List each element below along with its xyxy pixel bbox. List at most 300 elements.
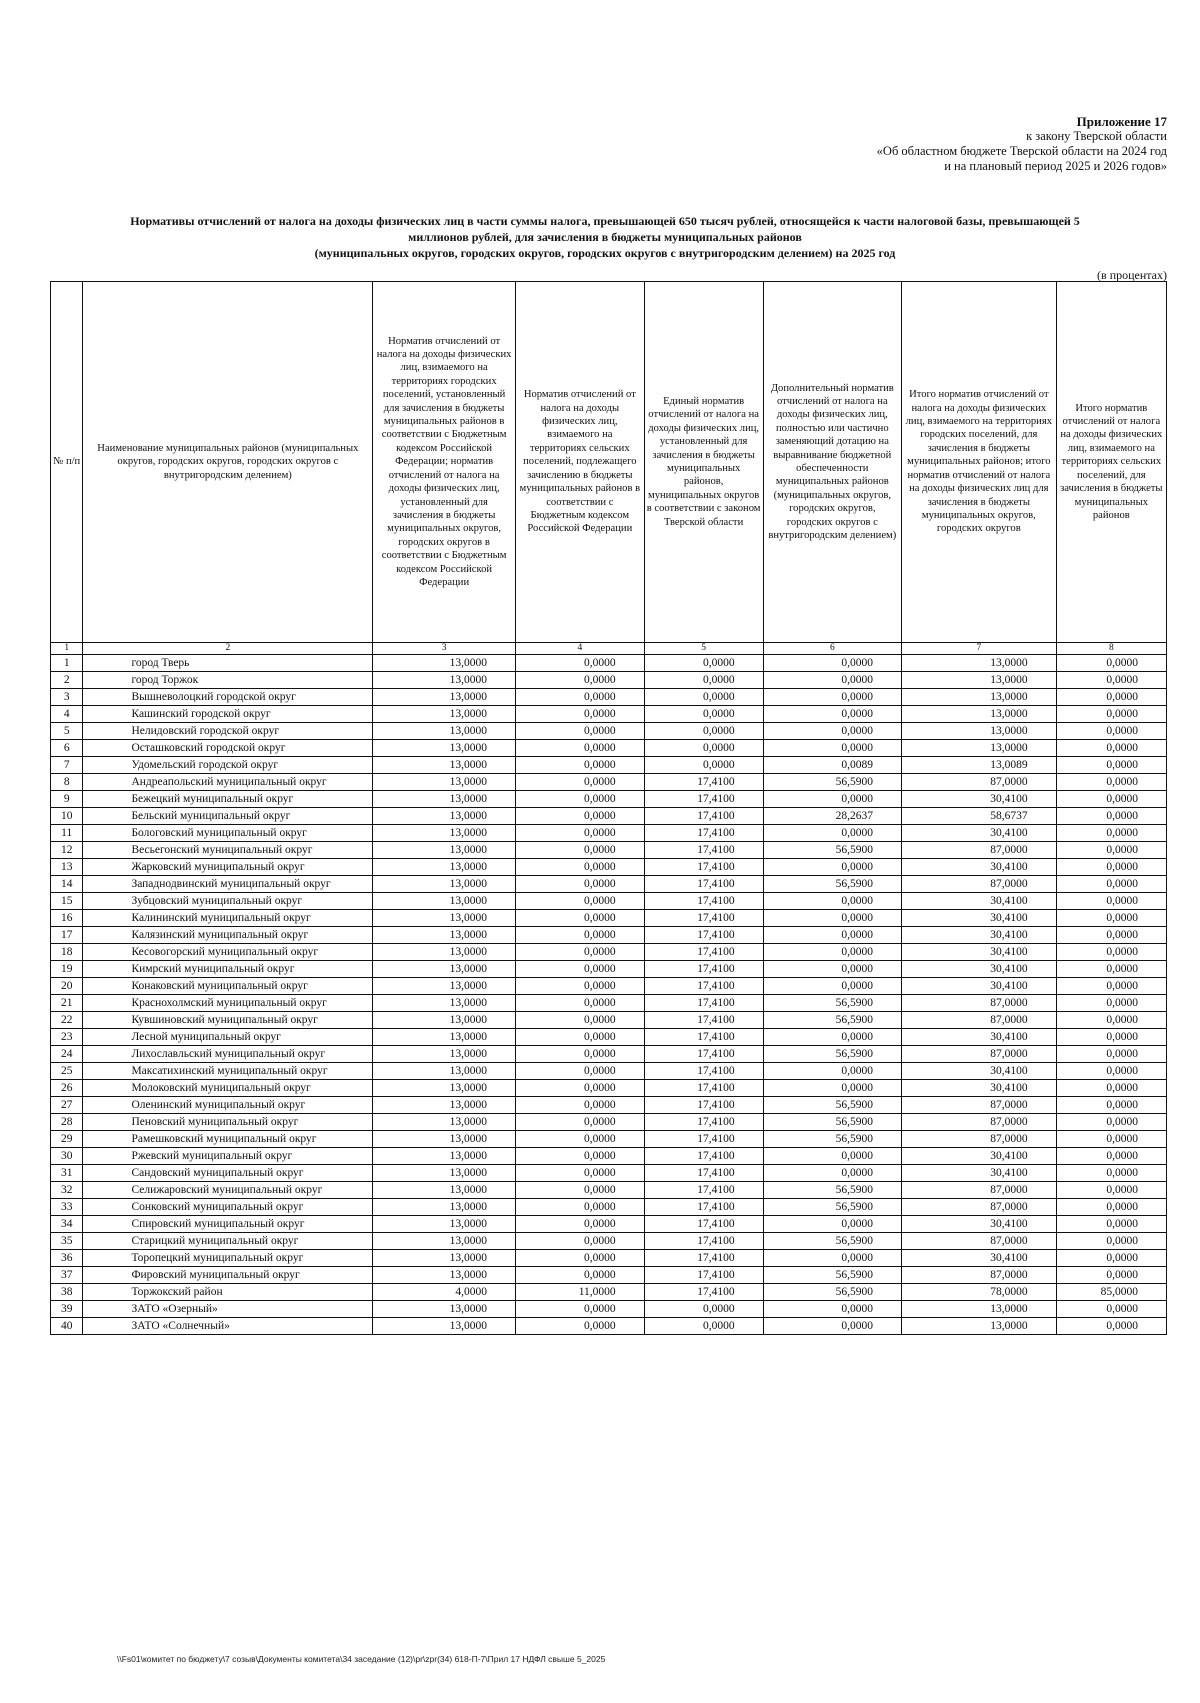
norm-value-cell: 17,4100 [644, 808, 763, 825]
norm-value-cell: 87,0000 [902, 1114, 1057, 1131]
norm-value-cell: 0,0000 [644, 757, 763, 774]
norm-value-cell: 0,0000 [763, 672, 901, 689]
norm-value-cell: 13,0000 [373, 672, 516, 689]
table-row [51, 774, 1167, 791]
norm-value-cell: 0,0000 [515, 961, 644, 978]
municipality-name-cell: Максатихинский муниципальный округ [83, 1063, 373, 1080]
document-title-line-1: Нормативы отчислений от налога на доходы физических лиц в части суммы налога, превышающей 650 тысяч рублей, относящейся к части налоговой базы, превышающей 5 [130, 214, 1080, 228]
norm-value-cell: 13,0000 [373, 1131, 516, 1148]
norm-value-cell: 13,0000 [373, 1216, 516, 1233]
norm-value-cell: 17,4100 [644, 1250, 763, 1267]
table-row [51, 655, 1167, 672]
norm-value-cell: 13,0000 [373, 995, 516, 1012]
municipality-name-cell: Кувшиновский муниципальный округ [83, 1012, 373, 1029]
row-number-cell: 21 [51, 995, 83, 1012]
norm-value-cell: 0,0000 [515, 1046, 644, 1063]
norm-value-cell: 0,0000 [515, 1182, 644, 1199]
norm-value-cell: 17,4100 [644, 1216, 763, 1233]
row-number-cell: 29 [51, 1131, 83, 1148]
norm-value-cell: 56,5900 [763, 1012, 901, 1029]
norm-value-cell: 0,0000 [515, 672, 644, 689]
table-row [51, 1182, 1167, 1199]
table-row [51, 944, 1167, 961]
municipality-name-cell: Кимрский муниципальный округ [83, 961, 373, 978]
norm-value-cell: 17,4100 [644, 876, 763, 893]
norm-value-cell: 0,0000 [1056, 910, 1166, 927]
table-row [51, 1216, 1167, 1233]
norm-value-cell: 30,4100 [902, 825, 1057, 842]
norm-value-cell: 85,0000 [1056, 1284, 1166, 1301]
norm-value-cell: 0,0000 [763, 1318, 901, 1335]
column-header-8: Итого норматив отчислений от налога на доходы физических лиц, взимаемого на территориях сельских поселений, для зачисления в бюджеты муниципальных районов [1056, 282, 1166, 643]
norm-value-cell: 0,0000 [515, 1012, 644, 1029]
norm-value-cell: 30,4100 [902, 1063, 1057, 1080]
norm-value-cell: 0,0000 [515, 1097, 644, 1114]
appendix-line-1: к закону Тверской области [1026, 129, 1167, 143]
norm-value-cell: 0,0000 [515, 740, 644, 757]
norm-value-cell: 0,0000 [515, 706, 644, 723]
norm-value-cell: 0,0000 [515, 1148, 644, 1165]
norm-value-cell: 56,5900 [763, 1233, 901, 1250]
norm-value-cell: 13,0000 [373, 1250, 516, 1267]
norm-value-cell: 0,0000 [1056, 1182, 1166, 1199]
table-row [51, 859, 1167, 876]
table-body [51, 643, 1167, 1335]
norm-value-cell: 13,0000 [373, 1199, 516, 1216]
municipality-name-cell: Бежецкий муниципальный округ [83, 791, 373, 808]
municipality-name-cell: Калининский муниципальный округ [83, 910, 373, 927]
norm-value-cell: 13,0000 [902, 672, 1057, 689]
municipality-name-cell: Лихославльский муниципальный округ [83, 1046, 373, 1063]
norm-value-cell: 56,5900 [763, 1046, 901, 1063]
norm-value-cell: 0,0000 [644, 740, 763, 757]
norm-value-cell: 0,0000 [1056, 706, 1166, 723]
norm-value-cell: 13,0089 [902, 757, 1057, 774]
norm-value-cell: 17,4100 [644, 893, 763, 910]
norm-value-cell: 0,0000 [1056, 995, 1166, 1012]
norm-value-cell: 0,0000 [1056, 672, 1166, 689]
table-row [51, 995, 1167, 1012]
row-number-cell: 39 [51, 1301, 83, 1318]
norm-value-cell: 0,0000 [763, 655, 901, 672]
norm-value-cell: 13,0000 [373, 927, 516, 944]
norm-value-cell: 87,0000 [902, 1012, 1057, 1029]
row-number-cell: 3 [51, 689, 83, 706]
table-row [51, 842, 1167, 859]
norm-value-cell: 0,0000 [1056, 1080, 1166, 1097]
norm-value-cell: 17,4100 [644, 978, 763, 995]
municipality-name-cell: Калязинский муниципальный округ [83, 927, 373, 944]
row-number-cell: 22 [51, 1012, 83, 1029]
municipality-name-cell: Вышневолоцкий городской округ [83, 689, 373, 706]
table-row [51, 1233, 1167, 1250]
table-row [51, 1199, 1167, 1216]
norm-value-cell: 30,4100 [902, 1080, 1057, 1097]
norm-value-cell: 0,0000 [515, 825, 644, 842]
norm-value-cell: 13,0000 [373, 1114, 516, 1131]
row-number-cell: 23 [51, 1029, 83, 1046]
norm-value-cell: 0,0000 [1056, 1165, 1166, 1182]
norm-value-cell: 87,0000 [902, 1182, 1057, 1199]
norm-value-cell: 0,0000 [644, 689, 763, 706]
norm-value-cell: 0,0000 [515, 1301, 644, 1318]
norm-value-cell: 0,0000 [1056, 893, 1166, 910]
municipality-name-cell: Пеновский муниципальный округ [83, 1114, 373, 1131]
norm-value-cell: 13,0000 [373, 893, 516, 910]
norm-value-cell: 0,0000 [515, 842, 644, 859]
norm-value-cell: 30,4100 [902, 944, 1057, 961]
norm-value-cell: 13,0000 [902, 1318, 1057, 1335]
norm-value-cell: 87,0000 [902, 1097, 1057, 1114]
column-header-4: Норматив отчислений от налога на доходы физических лиц, взимаемого на территориях сельских поселений, подлежащего зачислению в бюджеты муниципальных районов в соответствии с Бюджетным кодексом Российской Федерации [515, 282, 644, 643]
norm-value-cell: 30,4100 [902, 910, 1057, 927]
norm-value-cell: 0,0000 [1056, 927, 1166, 944]
municipality-name-cell: Бельский муниципальный округ [83, 808, 373, 825]
norm-value-cell: 17,4100 [644, 1012, 763, 1029]
norm-value-cell: 0,0000 [763, 978, 901, 995]
norm-value-cell: 0,0000 [1056, 842, 1166, 859]
norm-value-cell: 0,0000 [1056, 808, 1166, 825]
norm-value-cell: 17,4100 [644, 1148, 763, 1165]
municipality-name-cell: Сандовский муниципальный округ [83, 1165, 373, 1182]
norm-value-cell: 13,0000 [373, 876, 516, 893]
norm-value-cell: 0,0000 [1056, 1131, 1166, 1148]
row-number-cell: 15 [51, 893, 83, 910]
norm-value-cell: 17,4100 [644, 1131, 763, 1148]
column-number: 4 [515, 643, 644, 655]
table-row [51, 1267, 1167, 1284]
norm-value-cell: 0,0000 [1056, 1012, 1166, 1029]
norm-value-cell: 0,0000 [515, 978, 644, 995]
appendix-title: Приложение 17 [1076, 114, 1167, 129]
municipality-name-cell: Конаковский муниципальный округ [83, 978, 373, 995]
municipality-name-cell: Зубцовский муниципальный округ [83, 893, 373, 910]
municipality-name-cell: Старицкий муниципальный округ [83, 1233, 373, 1250]
norm-value-cell: 17,4100 [644, 995, 763, 1012]
table-row [51, 825, 1167, 842]
norm-value-cell: 17,4100 [644, 825, 763, 842]
row-number-cell: 17 [51, 927, 83, 944]
norm-value-cell: 0,0000 [1056, 944, 1166, 961]
norm-value-cell: 0,0000 [515, 944, 644, 961]
row-number-cell: 34 [51, 1216, 83, 1233]
norm-value-cell: 0,0000 [515, 655, 644, 672]
norm-value-cell: 0,0000 [763, 1148, 901, 1165]
norm-value-cell: 30,4100 [902, 791, 1057, 808]
norm-value-cell: 0,0000 [644, 723, 763, 740]
norm-value-cell: 0,0000 [515, 910, 644, 927]
norm-value-cell: 17,4100 [644, 927, 763, 944]
norm-value-cell: 13,0000 [902, 655, 1057, 672]
municipality-name-cell: Весьегонский муниципальный округ [83, 842, 373, 859]
norm-value-cell: 56,5900 [763, 1114, 901, 1131]
table-row [51, 740, 1167, 757]
row-number-cell: 1 [51, 655, 83, 672]
norm-value-cell: 30,4100 [902, 859, 1057, 876]
row-number-cell: 38 [51, 1284, 83, 1301]
norm-value-cell: 17,4100 [644, 1097, 763, 1114]
norm-value-cell: 0,0000 [515, 757, 644, 774]
norm-value-cell: 0,0000 [515, 808, 644, 825]
table-row [51, 1250, 1167, 1267]
norm-value-cell: 0,0000 [644, 706, 763, 723]
norm-value-cell: 0,0000 [763, 1080, 901, 1097]
norm-value-cell: 13,0000 [902, 689, 1057, 706]
municipality-name-cell: Осташковский городской округ [83, 740, 373, 757]
norm-value-cell: 13,0000 [373, 1097, 516, 1114]
table-row [51, 893, 1167, 910]
table-row [51, 757, 1167, 774]
municipality-name-cell: Бологовский муниципальный округ [83, 825, 373, 842]
norm-value-cell: 17,4100 [644, 1080, 763, 1097]
norm-value-cell: 87,0000 [902, 1199, 1057, 1216]
row-number-cell: 9 [51, 791, 83, 808]
norm-value-cell: 30,4100 [902, 978, 1057, 995]
municipality-name-cell: Нелидовский городской округ [83, 723, 373, 740]
municipality-name-cell: ЗАТО «Солнечный» [83, 1318, 373, 1335]
appendix-header [877, 114, 1167, 174]
norm-value-cell: 0,0000 [1056, 1301, 1166, 1318]
norm-value-cell: 13,0000 [373, 808, 516, 825]
column-header-1: № п/п [51, 282, 83, 643]
norm-value-cell: 0,0000 [515, 876, 644, 893]
municipality-name-cell: Сонковский муниципальный округ [83, 1199, 373, 1216]
norm-value-cell: 0,0000 [1056, 876, 1166, 893]
norm-value-cell: 13,0000 [373, 791, 516, 808]
unit-note: (в процентах) [1097, 268, 1167, 282]
municipality-name-cell: город Торжок [83, 672, 373, 689]
municipality-name-cell: Торопецкий муниципальный округ [83, 1250, 373, 1267]
column-number: 2 [83, 643, 373, 655]
norm-value-cell: 13,0000 [373, 655, 516, 672]
norm-value-cell: 0,0000 [515, 791, 644, 808]
norm-value-cell: 17,4100 [644, 1165, 763, 1182]
norm-value-cell: 30,4100 [902, 961, 1057, 978]
norm-value-cell: 0,0000 [763, 825, 901, 842]
norm-value-cell: 13,0000 [373, 978, 516, 995]
column-header-3: Норматив отчислений от налога на доходы физических лиц, взимаемого на территориях городских поселений, установленный для зачисления в бюджеты муниципальных районов в соответствии с Бюджетным кодексом Российской Федерации; норматив отчислений от налога на доходы физических лиц, установленный для зачисления в бюджеты муниципальных округов, городских округов в соответствии с Бюджетным кодексом Российской Федерации [373, 282, 516, 643]
table-row [51, 910, 1167, 927]
document-title [60, 213, 1150, 261]
norm-value-cell: 0,0000 [763, 910, 901, 927]
table-row [51, 689, 1167, 706]
norm-value-cell: 13,0000 [373, 1029, 516, 1046]
table-row [51, 1097, 1167, 1114]
table-row [51, 927, 1167, 944]
norm-value-cell: 0,0000 [763, 893, 901, 910]
norm-value-cell: 56,5900 [763, 1097, 901, 1114]
norm-value-cell: 87,0000 [902, 842, 1057, 859]
row-number-cell: 20 [51, 978, 83, 995]
column-number: 3 [373, 643, 516, 655]
norms-table [50, 281, 1167, 1335]
norm-value-cell: 13,0000 [373, 1012, 516, 1029]
norm-value-cell: 87,0000 [902, 876, 1057, 893]
norm-value-cell: 58,6737 [902, 808, 1057, 825]
municipality-name-cell: Кесовогорский муниципальный округ [83, 944, 373, 961]
norm-value-cell: 13,0000 [373, 774, 516, 791]
table-row [51, 978, 1167, 995]
row-number-cell: 37 [51, 1267, 83, 1284]
row-number-cell: 24 [51, 1046, 83, 1063]
norm-value-cell: 30,4100 [902, 1148, 1057, 1165]
table-row [51, 1046, 1167, 1063]
table-row [51, 876, 1167, 893]
norm-value-cell: 13,0000 [373, 1267, 516, 1284]
norm-value-cell: 0,0000 [515, 689, 644, 706]
row-number-cell: 2 [51, 672, 83, 689]
norm-value-cell: 30,4100 [902, 1165, 1057, 1182]
document-title-line-2: миллионов рублей, для зачисления в бюджеты муниципальных районов [408, 230, 802, 244]
norm-value-cell: 13,0000 [373, 1233, 516, 1250]
norm-value-cell: 0,0000 [515, 1199, 644, 1216]
norm-value-cell: 17,4100 [644, 791, 763, 808]
norm-value-cell: 13,0000 [373, 910, 516, 927]
norm-value-cell: 0,0000 [515, 859, 644, 876]
norm-value-cell: 87,0000 [902, 1267, 1057, 1284]
column-number: 5 [644, 643, 763, 655]
norm-value-cell: 17,4100 [644, 1063, 763, 1080]
norm-value-cell: 0,0000 [1056, 723, 1166, 740]
norm-value-cell: 13,0000 [373, 842, 516, 859]
municipality-name-cell: Рамешковский муниципальный округ [83, 1131, 373, 1148]
document-title-line-3: (муниципальных округов, городских округов, городских округов с внутригородским делением) на 2025 год [314, 246, 896, 260]
norm-value-cell: 0,0000 [763, 859, 901, 876]
norm-value-cell: 13,0000 [373, 944, 516, 961]
footer-file-path: \\Fs01\комитет по бюджету\7 созыв\Документы комитета\34 заседание (12)\pr\zpr(34) 618-П-7\Прил 17 НДФЛ свыше 5_2025 [117, 1654, 606, 1664]
norm-value-cell: 13,0000 [373, 740, 516, 757]
norm-value-cell: 0,0000 [515, 1250, 644, 1267]
municipality-name-cell: Фировский муниципальный округ [83, 1267, 373, 1284]
norm-value-cell: 0,0000 [763, 723, 901, 740]
table-row [51, 1165, 1167, 1182]
norm-value-cell: 0,0000 [515, 1063, 644, 1080]
table-row [51, 791, 1167, 808]
row-number-cell: 8 [51, 774, 83, 791]
appendix-line-3: и на плановый период 2025 и 2026 годов» [944, 159, 1167, 173]
row-number-cell: 14 [51, 876, 83, 893]
norm-value-cell: 78,0000 [902, 1284, 1057, 1301]
municipality-name-cell: Ржевский муниципальный округ [83, 1148, 373, 1165]
norm-value-cell: 0,0000 [763, 1029, 901, 1046]
norm-value-cell: 0,0000 [1056, 655, 1166, 672]
table-row [51, 706, 1167, 723]
column-number: 8 [1056, 643, 1166, 655]
norm-value-cell: 0,0000 [515, 1029, 644, 1046]
norm-value-cell: 30,4100 [902, 1216, 1057, 1233]
norm-value-cell: 56,5900 [763, 1182, 901, 1199]
table-row [51, 961, 1167, 978]
row-number-cell: 27 [51, 1097, 83, 1114]
table-row [51, 1063, 1167, 1080]
municipality-name-cell: Андреапольский муниципальный округ [83, 774, 373, 791]
municipality-name-cell: Селижаровский муниципальный округ [83, 1182, 373, 1199]
column-header-2: Наименование муниципальных районов (муниципальных округов, городских округов, городских округов с внутригородским делением) [83, 282, 373, 643]
norm-value-cell: 0,0000 [644, 655, 763, 672]
norm-value-cell: 13,0000 [373, 1301, 516, 1318]
norm-value-cell: 17,4100 [644, 774, 763, 791]
norm-value-cell: 56,5900 [763, 1267, 901, 1284]
norm-value-cell: 30,4100 [902, 1029, 1057, 1046]
table-row [51, 1318, 1167, 1335]
norm-value-cell: 0,0000 [1056, 689, 1166, 706]
municipality-name-cell: Оленинский муниципальный округ [83, 1097, 373, 1114]
norm-value-cell: 17,4100 [644, 1182, 763, 1199]
norm-value-cell: 17,4100 [644, 1284, 763, 1301]
municipality-name-cell: Краснохолмский муниципальный округ [83, 995, 373, 1012]
norm-value-cell: 0,0000 [1056, 1250, 1166, 1267]
norm-value-cell: 13,0000 [373, 1182, 516, 1199]
appendix-line-2: «Об областном бюджете Тверской области на 2024 год [876, 144, 1167, 158]
norm-value-cell: 56,5900 [763, 1199, 901, 1216]
norm-value-cell: 0,0000 [1056, 859, 1166, 876]
norm-value-cell: 0,0000 [1056, 1046, 1166, 1063]
norm-value-cell: 0,0000 [763, 1301, 901, 1318]
norm-value-cell: 0,0000 [763, 961, 901, 978]
norm-value-cell: 13,0000 [902, 1301, 1057, 1318]
column-number: 7 [902, 643, 1057, 655]
norm-value-cell: 0,0000 [515, 1165, 644, 1182]
norm-value-cell: 13,0000 [373, 757, 516, 774]
municipality-name-cell: Спировский муниципальный округ [83, 1216, 373, 1233]
row-number-cell: 4 [51, 706, 83, 723]
norm-value-cell: 13,0000 [373, 825, 516, 842]
table-row [51, 672, 1167, 689]
row-number-cell: 12 [51, 842, 83, 859]
table-header-row [51, 282, 1167, 643]
norm-value-cell: 0,0000 [1056, 1233, 1166, 1250]
table-row [51, 1284, 1167, 1301]
norm-value-cell: 0,0000 [515, 995, 644, 1012]
norm-value-cell: 0,0000 [515, 774, 644, 791]
row-number-cell: 10 [51, 808, 83, 825]
norm-value-cell: 17,4100 [644, 1046, 763, 1063]
norm-value-cell: 13,0000 [373, 1046, 516, 1063]
row-number-cell: 28 [51, 1114, 83, 1131]
norm-value-cell: 17,4100 [644, 910, 763, 927]
row-number-cell: 31 [51, 1165, 83, 1182]
row-number-cell: 11 [51, 825, 83, 842]
municipality-name-cell: Жарковский муниципальный округ [83, 859, 373, 876]
norm-value-cell: 13,0000 [373, 1148, 516, 1165]
norm-value-cell: 56,5900 [763, 876, 901, 893]
norm-value-cell: 0,0000 [515, 1267, 644, 1284]
norm-value-cell: 17,4100 [644, 961, 763, 978]
row-number-cell: 18 [51, 944, 83, 961]
column-header-5: Единый норматив отчислений от налога на доходы физических лиц, установленный для зачисления в бюджеты муниципальных районов, муниципальных округов в соответствии с законом Тверской области [644, 282, 763, 643]
norm-value-cell: 56,5900 [763, 774, 901, 791]
table-row [51, 1131, 1167, 1148]
norm-value-cell: 0,0000 [644, 672, 763, 689]
table-row [51, 1114, 1167, 1131]
norm-value-cell: 87,0000 [902, 1233, 1057, 1250]
norm-value-cell: 87,0000 [902, 995, 1057, 1012]
norm-value-cell: 56,5900 [763, 842, 901, 859]
norm-value-cell: 0,0000 [644, 1318, 763, 1335]
column-header-7: Итого норматив отчислений от налога на доходы физических лиц, взимаемого на территориях городских поселений, для зачисления в бюджеты муниципальных районов; итого норматив отчислений от налога на доходы физических лиц для зачисления в бюджеты муниципальных округов, городских округов [902, 282, 1057, 643]
norm-value-cell: 56,5900 [763, 1131, 901, 1148]
norm-value-cell: 30,4100 [902, 893, 1057, 910]
norm-value-cell: 0,0000 [1056, 978, 1166, 995]
row-number-cell: 40 [51, 1318, 83, 1335]
norm-value-cell: 30,4100 [902, 927, 1057, 944]
norm-value-cell: 0,0000 [1056, 961, 1166, 978]
norm-value-cell: 13,0000 [373, 1080, 516, 1097]
municipality-name-cell: Торжокский район [83, 1284, 373, 1301]
norm-value-cell: 0,0000 [763, 740, 901, 757]
municipality-name-cell: Кашинский городской округ [83, 706, 373, 723]
norm-value-cell: 17,4100 [644, 944, 763, 961]
